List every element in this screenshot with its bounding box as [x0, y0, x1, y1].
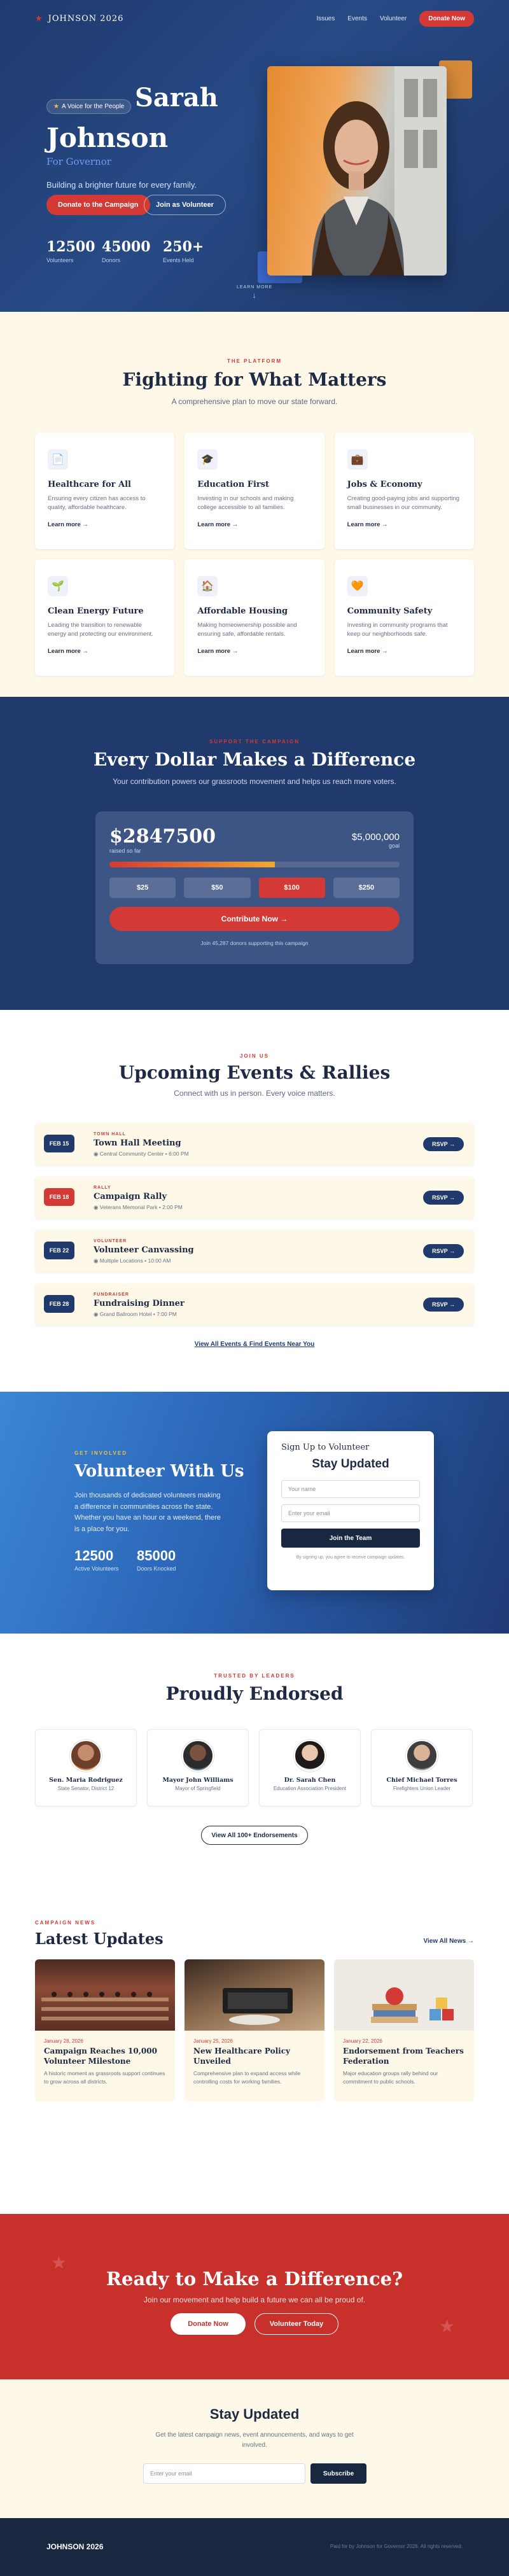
issue-card[interactable] [35, 559, 174, 676]
brand-logo[interactable] [35, 14, 123, 24]
news-image [334, 1959, 474, 2031]
join-volunteer-button[interactable]: Join as Volunteer [144, 195, 226, 215]
amount-option[interactable]: $50 [184, 878, 250, 898]
news-title: New Healthcare Policy Unveiled [193, 2047, 291, 2066]
event-date-badge: FEB 28 [44, 1295, 74, 1313]
learn-more-link[interactable]: Learn more → [48, 647, 88, 655]
news-section [0, 1914, 509, 2214]
issue-card[interactable] [185, 559, 324, 676]
endorsement-card[interactable] [147, 1729, 249, 1807]
news-desc: Comprehensive plan to expand access while controlling costs for working families. [193, 2070, 301, 2085]
event-date-badge: FEB 18 [44, 1188, 74, 1206]
stat-label: Active Volunteers [74, 1565, 119, 1572]
news-desc: Major education groups rally behind our commitment to public schools. [343, 2070, 438, 2085]
section-subtitle: Connect with us in person. Every voice matters. [174, 1089, 335, 1098]
avatar [70, 1740, 102, 1772]
section-subtitle: Your contribution powers our grassroots movement and helps us reach more voters. [113, 777, 396, 786]
nav-link-volunteer[interactable]: Volunteer [379, 15, 407, 22]
map-pin-icon: ◉ [94, 1204, 100, 1210]
volunteer-stat [137, 1548, 176, 1572]
learn-more-link[interactable]: Learn more → [347, 521, 388, 528]
event-title: Fundraising Dinner [94, 1299, 185, 1308]
progress-fill [109, 862, 275, 867]
donate-now-button[interactable]: Donate Now [171, 2313, 246, 2335]
issue-card[interactable] [185, 433, 324, 549]
hero-subtitle: For Governor [46, 156, 111, 167]
rsvp-button[interactable]: RSVP → [423, 1137, 464, 1151]
newsletter-title: Stay Updated [209, 2406, 300, 2422]
endorsement-card[interactable] [259, 1729, 361, 1807]
goal [352, 832, 400, 849]
footer-brand: JOHNSON 2026 [46, 2542, 104, 2551]
nav-link-issues[interactable]: Issues [316, 15, 335, 22]
hero-section [0, 0, 509, 312]
event-location [94, 1151, 189, 1158]
event-location [94, 1311, 177, 1318]
event-location-text: Veterans Memorial Park • 2:00 PM [99, 1204, 183, 1210]
stat-value: 45000 [102, 239, 151, 255]
endorsement-card[interactable] [371, 1729, 473, 1807]
platform-section [0, 312, 509, 697]
map-pin-icon: ◉ [94, 1257, 100, 1264]
hero-tag-text: A Voice for the People [61, 103, 125, 110]
section-eyebrow: CAMPAIGN NEWS [35, 1920, 96, 1926]
endorser-name: Mayor John Williams [162, 1777, 234, 1784]
hero-stat [102, 239, 151, 263]
amount-raised-label: raised so far [109, 848, 141, 854]
donation-widget [95, 811, 414, 964]
hero-stat [163, 239, 204, 263]
card-desc: Making homeownership possible and ensuring safe, affordable rentals. [197, 622, 297, 638]
hero-tag-badge [46, 99, 131, 114]
star-icon: ★ [51, 2253, 67, 2272]
event-title: Volunteer Canvassing [94, 1245, 194, 1255]
card-title: Affordable Housing [197, 606, 288, 616]
stat-label: Volunteers [46, 257, 74, 263]
event-location-text: Grand Ballroom Hotel • 7:00 PM [99, 1311, 177, 1317]
rsvp-button[interactable]: RSVP → [423, 1191, 464, 1205]
seedling-icon: 🌱 [48, 576, 68, 596]
news-date: January 22, 2026 [343, 2038, 382, 2044]
section-eyebrow: TRUSTED BY LEADERS [214, 1673, 295, 1679]
event-title: Town Hall Meeting [94, 1138, 181, 1148]
section-eyebrow: JOIN US [239, 1053, 269, 1059]
scroll-hint-text: LEARN MORE [237, 285, 273, 290]
form-title: Stay Updated [312, 1457, 389, 1471]
issue-card[interactable] [35, 433, 174, 549]
progress-bar [109, 862, 400, 867]
newsletter-desc: Get the latest campaign news, event announcements, and ways to get involved. [155, 2432, 354, 2449]
event-item [35, 1284, 474, 1326]
section-eyebrow: SUPPORT THE CAMPAIGN [209, 739, 300, 745]
form-fine-print: By signing up, you agree to receive campaign updates. [296, 1555, 405, 1560]
footer-copyright: Paid for by Johnson for Governor 2026. All rights reserved. [330, 2544, 463, 2549]
stat-value: 250+ [163, 239, 204, 255]
event-location [94, 1204, 183, 1211]
news-card[interactable] [35, 1959, 175, 2101]
section-title: Upcoming Events & Rallies [118, 1062, 391, 1083]
section-title: Every Dollar Makes a Difference [93, 749, 416, 770]
volunteer-description: Join thousands of dedicated volunteers making a difference in communities across the state. Whether you have an hour or a weekend, there is a place for you. [74, 1492, 221, 1533]
card-desc: Ensuring every citizen has access to quality, affordable healthcare. [48, 495, 146, 512]
scroll-hint[interactable] [237, 285, 272, 300]
issue-card[interactable] [335, 559, 474, 676]
news-title: Campaign Reaches 10,000 Volunteer Milestone [44, 2047, 157, 2066]
view-all-endorsements-button[interactable]: View All 100+ Endorsements [201, 1826, 308, 1845]
news-image [185, 1959, 324, 2031]
news-date: January 25, 2026 [193, 2038, 233, 2044]
volunteer-section [0, 1392, 509, 1634]
donors-note: Join 45,287 donors supporting this campaign [200, 940, 309, 946]
volunteer-form [267, 1431, 434, 1590]
news-desc: A historic moment as grassroots support continues to grow across all districts. [44, 2070, 165, 2085]
endorsements-section [0, 1634, 509, 1914]
hero-tagline: Building a brighter future for every family. [46, 180, 197, 190]
news-card[interactable] [185, 1959, 324, 2101]
stat-value: 12500 [46, 239, 95, 255]
amount-option[interactable]: $25 [109, 878, 176, 898]
heart-icon: 🧡 [347, 576, 368, 596]
event-date-badge: FEB 22 [44, 1242, 74, 1259]
join-team-button[interactable]: Join the Team [281, 1529, 420, 1548]
nav-donate-button[interactable]: Donate Now [419, 11, 474, 27]
section-title: Latest Updates [35, 1929, 164, 1948]
card-desc: Investing in our schools and making college accessible to all families. [197, 495, 294, 512]
issue-cards [35, 433, 474, 676]
newsletter-email-input[interactable]: Enter your email [143, 2463, 305, 2484]
rsvp-button[interactable]: RSVP → [423, 1244, 464, 1258]
donate-section [0, 697, 509, 1010]
card-desc: Leading the transition to renewable energy and protecting our environment. [48, 622, 153, 638]
event-type: RALLY [94, 1186, 111, 1190]
amount-option[interactable]: $250 [333, 878, 400, 898]
card-title: Community Safety [347, 606, 433, 616]
endorsement-card[interactable] [35, 1729, 137, 1807]
stat-value: 85000 [137, 1548, 176, 1564]
house-icon: 🏠 [197, 576, 218, 596]
learn-more-link[interactable]: Learn more → [197, 647, 239, 655]
card-title: Education First [197, 480, 270, 489]
avatar [406, 1740, 438, 1772]
star-icon: ★ [35, 13, 43, 24]
endorser-name: Dr. Sarah Chen [284, 1777, 336, 1784]
subscribe-button[interactable]: Subscribe [310, 2463, 366, 2484]
rsvp-button[interactable]: RSVP → [423, 1298, 464, 1312]
footer [0, 2518, 509, 2576]
news-card[interactable] [334, 1959, 474, 2101]
event-title: Campaign Rally [94, 1192, 167, 1201]
cta-subtitle: Join our movement and help build a future we can all be proud of. [143, 2295, 366, 2304]
learn-more-link[interactable]: Learn more → [197, 521, 239, 528]
email-field[interactable]: Enter your email [281, 1504, 420, 1522]
event-item [35, 1177, 474, 1219]
form-heading: Sign Up to Volunteer [281, 1443, 370, 1452]
stat-label: Donors [102, 257, 121, 263]
event-item [35, 1123, 474, 1165]
graduation-cap-icon: 🎓 [197, 449, 218, 470]
amount-options [109, 878, 400, 898]
stat-label: Doors Knocked [137, 1565, 176, 1572]
learn-more-link[interactable]: Learn more → [347, 647, 388, 655]
avatar [182, 1740, 214, 1772]
amount-option-selected[interactable]: $100 [259, 878, 325, 898]
view-all-events-link[interactable]: View All Events & Find Events Near You [194, 1341, 315, 1348]
view-all-news-link[interactable]: View All News → [423, 1938, 474, 1945]
section-eyebrow: GET INVOLVED [74, 1450, 127, 1456]
map-pin-icon: ◉ [94, 1311, 100, 1317]
event-type: VOLUNTEER [94, 1239, 127, 1243]
card-desc: Creating good-paying jobs and supporting small businesses in our community. [347, 495, 460, 512]
card-title: Healthcare for All [48, 480, 131, 489]
amount-raised: $2847500 [109, 825, 216, 848]
candidate-first-name: Sarah [135, 83, 218, 113]
section-eyebrow: THE PLATFORM [227, 358, 282, 364]
event-item [35, 1230, 474, 1272]
brand-name: JOHNSON 2026 [48, 13, 124, 24]
cta-section [0, 2214, 509, 2379]
endorser-role: Mayor of Springfield [175, 1786, 221, 1791]
cta-title: Ready to Make a Difference? [106, 2268, 403, 2290]
newsletter-section [0, 2379, 509, 2518]
briefcase-icon: 💼 [347, 449, 368, 470]
news-date: January 28, 2026 [44, 2038, 83, 2044]
card-title: Jobs & Economy [347, 480, 422, 489]
news-image [35, 1959, 175, 2031]
donate-campaign-button[interactable]: Donate to the Campaign [46, 195, 150, 215]
hero-stat [46, 239, 95, 263]
name-field[interactable]: Your name [281, 1480, 420, 1498]
document-icon: 📄 [48, 449, 68, 470]
stat-label: Events Held [163, 257, 194, 263]
endorser-name: Chief Michael Torres [386, 1777, 457, 1784]
avatar [294, 1740, 326, 1772]
star-icon: ★ [53, 103, 59, 110]
events-section [0, 1010, 509, 1392]
learn-more-link[interactable]: Learn more → [48, 521, 88, 528]
section-title: Fighting for What Matters [122, 369, 387, 390]
stat-value: 12500 [74, 1548, 114, 1564]
endorser-role: Firefighters Union Leader [393, 1786, 451, 1791]
event-location [94, 1257, 171, 1264]
event-date-badge: FEB 15 [44, 1135, 74, 1152]
top-nav [0, 0, 509, 37]
event-type: TOWN HALL [94, 1132, 126, 1137]
news-title: Endorsement from Teachers Federation [343, 2047, 464, 2066]
goal-amount: $5,000,000 [351, 832, 400, 843]
section-subtitle: A comprehensive plan to move our state forward. [171, 397, 338, 406]
map-pin-icon: ◉ [94, 1151, 100, 1157]
card-title: Clean Energy Future [48, 606, 144, 616]
endorser-name: Sen. Maria Rodriguez [49, 1777, 123, 1784]
volunteer-today-button[interactable]: Volunteer Today [254, 2313, 338, 2335]
card-desc: Investing in community programs that keep our neighborhoods safe. [347, 622, 448, 638]
candidate-last-name: Johnson [46, 122, 169, 153]
candidate-photo [267, 66, 447, 276]
event-type: FUNDRAISER [94, 1292, 129, 1297]
issue-card[interactable] [335, 433, 474, 549]
endorser-role: State Senator, District 12 [57, 1786, 115, 1791]
contribute-button[interactable]: Contribute Now → [109, 907, 400, 931]
volunteer-stat [74, 1548, 119, 1572]
goal-label: goal [388, 843, 400, 849]
star-icon: ★ [439, 2316, 456, 2336]
event-location-text: Central Community Center • 6:00 PM [99, 1151, 189, 1157]
nav-link-events[interactable]: Events [347, 15, 367, 22]
endorser-role: Education Association President [273, 1786, 347, 1791]
arrow-down-icon: ↓ [252, 291, 257, 300]
section-title: Volunteer With Us [74, 1462, 244, 1481]
event-location-text: Multiple Locations • 10:00 AM [99, 1257, 171, 1264]
section-title: Proudly Endorsed [165, 1683, 344, 1704]
